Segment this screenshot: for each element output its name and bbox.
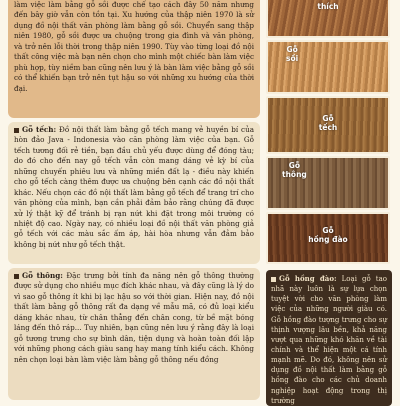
pine-text-block — [8, 268, 260, 400]
rosewood-swatch-label: Gỗ hồng đào — [308, 226, 348, 245]
maple-wood-swatch — [266, 0, 390, 38]
pine-wood-swatch — [266, 156, 390, 210]
rosewood-body: Loại gỗ tao nhã này luôn là sự lựa chọn tuyệt vời cho văn phòng làm việc của những người giàu có. Gỗ hồng đào tượng trưng cho sự thịnh vượng lâu bền, khả năng vượt qua những khó khăn về tài chính và thể hiện một cá tính mạnh mẽ. Do đó, không nên sử dụng đồ nội thất làm bằng gỗ hồng đào cho các chủ doanh nghiệp hoạt động trong thị trường — [271, 275, 387, 405]
pine-swatch-label: Gỗ thông — [282, 161, 307, 180]
square-bullet-icon — [14, 274, 19, 279]
teak-text-block — [8, 122, 260, 264]
square-bullet-icon — [14, 128, 19, 133]
wood-swatch-column — [266, 0, 392, 405]
article-left-column — [8, 0, 260, 404]
rosewood-swatch — [266, 212, 390, 264]
teak-swatch-label: Gỗ tếch — [318, 114, 338, 133]
maple-swatch-label: thích — [317, 2, 339, 11]
oak-wood-swatch — [266, 40, 390, 94]
teak-body: Đồ nội thất làm bằng gỗ tếch mang vẻ huyền bí của hòn đảo Java - Indonesia vào căn phòng làm việc của bạn. Gỗ tếch tương đối rẻ tiền, bạn đầu chủ yếu được dùng để đóng tàu; do đó cho đến nay gỗ tếch vẫn còn mang dáng vẻ kỳ bí của những chuyến phiêu lưu và những miền đất lạ - điều này khiến cho gỗ tếch càng thêm được ưa chuộng bên cạnh các đồ nội thất khác. Nếu chọn các đồ nội thất làm bằng gỗ tếch để trang trí cho văn phòng của mình, bạn cần phải đảm bảo rằng chúng đã được xử lý thật kỹ để tránh bị rạn nứt khi đặt trong môi trường có nhiệt độ cao. Ngày nay, có nhiều loại đồ nội thất văn phòng giả gỗ tếch với các màu sắc ấm áp, hài hòa nhưng vẫn đảm bảo không bị nứt như gỗ tếch thật. — [14, 125, 254, 249]
pine-heading: Gỗ thông: — [22, 271, 63, 280]
teak-paragraph — [14, 125, 254, 250]
oak-paragraph: làm việc làm bằng gỗ sồi được chế tạo cách đây 50 năm nhưng đến bây giờ vẫn còn tồn tại. Xu hướng của thập niên 1970 là sử dụng đồ nội thất văn phòng làm bằng gỗ sồi. Chuyển sang thập niên 1980, gỗ sồi được ưa chuộng trong gia đình và văn phòng, và trở nên lỗi thời trong thập niên 1990. Tùy vào từng loại đồ nội thất công việc mà bạn nên chọn cho mình một chiếc bàn làm việc phù hợp, tùy niềm ban cũng nên lưu ý là bàn làm việc bằng gỗ sồi có thể khiến bạn trở nên tụt hậu so với những xu hướng của thời đại. — [14, 0, 254, 93]
pine-paragraph — [14, 271, 254, 365]
pine-body: Đặc trưng bởi tính đa năng nên gỗ thông thường được sử dụng cho nhiều mục đích khác nhau, và đây cũng là lý do vì sao gỗ thông ít khi bị lạc hậu so với thời gian. Hiện nay, đồ nội thất làm bằng gỗ thông rất đa dạng về mẫu mã, có đủ loại kiểu dáng khác nhau, từ chân thẳng đến chân cong, từ bề mặt bóng láng đến thô ráp... Tuy nhiên, bạn cũng nên lưu ý rằng đây là loại gỗ tương trưng cho sự bình dân, tiện dụng và hoàn toàn đối lập với những phong cách giàu sang hay mang tính kiểu cách. Không nên chọn loại bàn làm việc làm bằng gỗ thông nếu đồng — [14, 271, 254, 364]
rosewood-paragraph — [271, 274, 387, 406]
oak-text-block — [8, 0, 260, 118]
teak-wood-swatch — [266, 96, 390, 154]
rosewood-heading: Gỗ hồng đào: — [279, 274, 337, 283]
teak-heading: Gỗ tếch: — [22, 125, 57, 134]
square-bullet-icon — [271, 277, 276, 282]
oak-swatch-label: Gỗ sồi — [286, 45, 299, 64]
rosewood-text-box — [266, 270, 392, 406]
